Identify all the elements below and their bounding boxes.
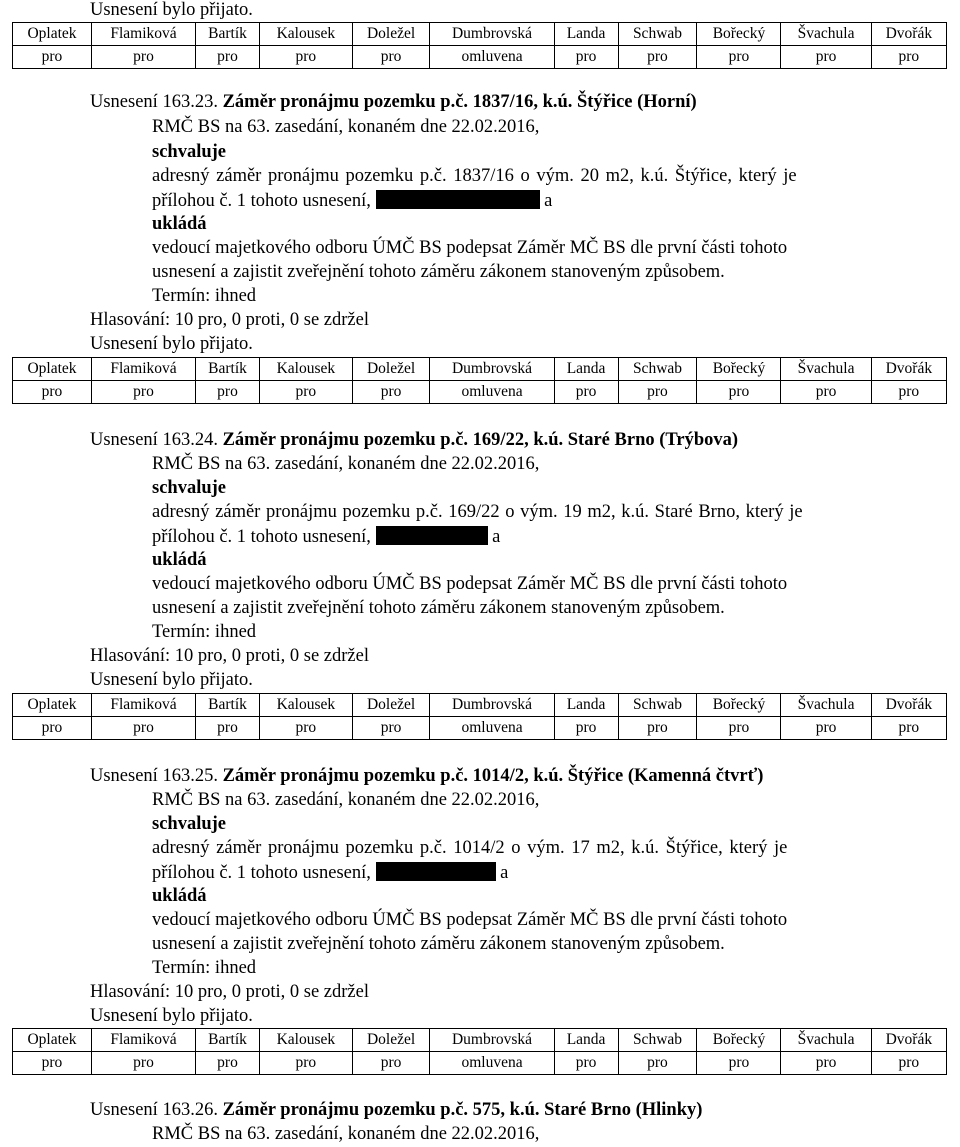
vote-cell: pro <box>13 46 92 69</box>
vote-cell: pro <box>352 46 430 69</box>
orders-label: ukládá <box>152 886 207 906</box>
vote-cell: pro <box>781 46 871 69</box>
vote-cell: pro <box>196 381 260 404</box>
member-name-cell: Bořecký <box>697 694 781 717</box>
vote-cell: pro <box>618 717 697 740</box>
approves-label: schvaluje <box>152 142 226 162</box>
vote-cell: pro <box>697 381 781 404</box>
vote-cell: pro <box>554 717 618 740</box>
vote-table <box>12 693 947 740</box>
vote-cell: pro <box>91 46 195 69</box>
approves-text-cont <box>152 526 500 547</box>
resolution-title: Záměr pronájmu pozemku p.č. 1014/2, k.ú. Štýřice (Kamenná čtvrť) <box>222 766 764 786</box>
vote-cell: pro <box>781 381 871 404</box>
member-name-cell: Landa <box>554 694 618 717</box>
member-name-cell: Doležel <box>352 358 430 381</box>
approves-text: adresný záměr pronájmu pozemku p.č. 169/22 o vým. 19 m2, k.ú. Staré Brno, který je <box>152 502 803 522</box>
member-name-cell: Dumbrovská <box>430 358 554 381</box>
member-name-cell: Kalousek <box>259 1029 352 1052</box>
vote-header-row <box>13 23 947 46</box>
member-name-cell: Flamiková <box>91 23 195 46</box>
vote-header-row <box>13 358 947 381</box>
orders-label: ukládá <box>152 214 207 234</box>
vote-table <box>12 22 947 69</box>
orders-text-cont: usnesení a zajistit zveřejnění tohoto záměru zákonem stanoveným způsobem. <box>152 934 725 954</box>
member-name-cell: Kalousek <box>259 694 352 717</box>
member-name-cell: Dumbrovská <box>430 1029 554 1052</box>
vote-cell: omluvena <box>430 717 554 740</box>
resolution-result-previous: Usnesení bylo přijato. <box>90 0 253 20</box>
vote-cell: pro <box>13 717 92 740</box>
vote-cell: pro <box>554 1052 618 1075</box>
voting-summary: Hlasování: 10 pro, 0 proti, 0 se zdržel <box>90 310 369 330</box>
member-name-cell: Bořecký <box>697 23 781 46</box>
member-name-cell: Landa <box>554 23 618 46</box>
vote-cell: pro <box>871 1052 946 1075</box>
vote-cell: pro <box>697 717 781 740</box>
resolution-number: Usnesení 163.24. <box>90 430 218 450</box>
vote-cell: pro <box>259 1052 352 1075</box>
vote-cell: pro <box>781 1052 871 1075</box>
member-name-cell: Dvořák <box>871 694 946 717</box>
member-name-cell: Landa <box>554 358 618 381</box>
approves-label: schvaluje <box>152 814 226 834</box>
vote-header-row <box>13 694 947 717</box>
redaction-block <box>376 526 488 545</box>
member-name-cell: Oplatek <box>13 1029 92 1052</box>
vote-cell: pro <box>554 381 618 404</box>
member-name-cell: Landa <box>554 1029 618 1052</box>
vote-cell: pro <box>259 381 352 404</box>
orders-text: vedoucí majetkového odboru ÚMČ BS podepsat Záměr MČ BS dle první části tohoto <box>152 910 788 930</box>
resolution-title: Záměr pronájmu pozemku p.č. 169/22, k.ú. Staré Brno (Trýbova) <box>222 430 739 450</box>
resolution-title: Záměr pronájmu pozemku p.č. 575, k.ú. Staré Brno (Hlinky) <box>222 1100 703 1120</box>
redaction-block <box>376 862 496 881</box>
member-name-cell: Švachula <box>781 1029 871 1052</box>
vote-cell: pro <box>91 1052 195 1075</box>
member-name-cell: Schwab <box>618 1029 697 1052</box>
vote-cell: pro <box>352 1052 430 1075</box>
resolution-number: Usnesení 163.26. <box>90 1100 218 1120</box>
resolution-result: Usnesení bylo přijato. <box>90 334 253 354</box>
member-name-cell: Oplatek <box>13 694 92 717</box>
member-name-cell: Dumbrovská <box>430 694 554 717</box>
approves-text: adresný záměr pronájmu pozemku p.č. 1837/16 o vým. 20 m2, k.ú. Štýřice, který je <box>152 166 797 186</box>
deadline: Termín: ihned <box>152 958 257 978</box>
vote-cell: pro <box>871 381 946 404</box>
vote-cell: pro <box>618 381 697 404</box>
resolution-result: Usnesení bylo přijato. <box>90 1006 253 1026</box>
resolution-number: Usnesení 163.23. <box>90 92 218 112</box>
orders-text: vedoucí majetkového odboru ÚMČ BS podepsat Záměr MČ BS dle první části tohoto <box>152 574 788 594</box>
vote-cell: pro <box>91 717 195 740</box>
session-info: RMČ BS na 63. zasedání, konaném dne 22.02.2016, <box>152 790 540 810</box>
vote-cell: pro <box>871 717 946 740</box>
orders-text: vedoucí majetkového odboru ÚMČ BS podepsat Záměr MČ BS dle první části tohoto <box>152 238 788 258</box>
vote-cell: pro <box>259 717 352 740</box>
vote-result-row <box>13 381 947 404</box>
vote-cell: pro <box>13 1052 92 1075</box>
member-name-cell: Flamiková <box>91 694 195 717</box>
approves-text-end: a <box>500 863 509 883</box>
approves-text: adresný záměr pronájmu pozemku p.č. 1014/2 o vým. 17 m2, k.ú. Štýřice, který je <box>152 838 788 858</box>
orders-label: ukládá <box>152 550 207 570</box>
member-name-cell: Švachula <box>781 23 871 46</box>
vote-cell: omluvena <box>430 381 554 404</box>
vote-result-row <box>13 46 947 69</box>
member-name-cell: Bartík <box>196 694 260 717</box>
member-name-cell: Bartík <box>196 1029 260 1052</box>
orders-text-cont: usnesení a zajistit zveřejnění tohoto záměru zákonem stanoveným způsobem. <box>152 262 725 282</box>
vote-cell: omluvena <box>430 1052 554 1075</box>
member-name-cell: Dumbrovská <box>430 23 554 46</box>
orders-text-cont: usnesení a zajistit zveřejnění tohoto záměru zákonem stanoveným způsobem. <box>152 598 725 618</box>
approves-text-end: a <box>544 191 553 211</box>
vote-cell: pro <box>781 717 871 740</box>
vote-cell: pro <box>91 381 195 404</box>
approves-text-part: přílohou č. 1 tohoto usnesení, <box>152 191 371 211</box>
voting-summary: Hlasování: 10 pro, 0 proti, 0 se zdržel <box>90 646 369 666</box>
resolution-title: Záměr pronájmu pozemku p.č. 1837/16, k.ú. Štýřice (Horní) <box>222 92 697 112</box>
vote-table <box>12 357 947 404</box>
member-name-cell: Doležel <box>352 694 430 717</box>
member-name-cell: Bořecký <box>697 358 781 381</box>
vote-cell: pro <box>618 1052 697 1075</box>
resolution-heading <box>90 1100 702 1120</box>
member-name-cell: Dvořák <box>871 358 946 381</box>
vote-header-row <box>13 1029 947 1052</box>
resolution-heading <box>90 92 697 112</box>
member-name-cell: Kalousek <box>259 358 352 381</box>
approves-text-cont <box>152 862 508 883</box>
approves-text-cont <box>152 190 552 211</box>
vote-cell: pro <box>196 46 260 69</box>
member-name-cell: Doležel <box>352 23 430 46</box>
approves-text-part: přílohou č. 1 tohoto usnesení, <box>152 863 371 883</box>
session-info: RMČ BS na 63. zasedání, konaném dne 22.02.2016, <box>152 454 540 474</box>
deadline: Termín: ihned <box>152 286 257 306</box>
approves-text-part: přílohou č. 1 tohoto usnesení, <box>152 527 371 547</box>
vote-result-row <box>13 1052 947 1075</box>
member-name-cell: Flamiková <box>91 1029 195 1052</box>
member-name-cell: Schwab <box>618 23 697 46</box>
member-name-cell: Bartík <box>196 358 260 381</box>
vote-cell: pro <box>196 717 260 740</box>
vote-cell: omluvena <box>430 46 554 69</box>
member-name-cell: Bartík <box>196 23 260 46</box>
resolution-result: Usnesení bylo přijato. <box>90 670 253 690</box>
vote-cell: pro <box>697 46 781 69</box>
member-name-cell: Oplatek <box>13 23 92 46</box>
vote-cell: pro <box>352 381 430 404</box>
vote-cell: pro <box>196 1052 260 1075</box>
voting-summary: Hlasování: 10 pro, 0 proti, 0 se zdržel <box>90 982 369 1002</box>
vote-cell: pro <box>259 46 352 69</box>
member-name-cell: Kalousek <box>259 23 352 46</box>
vote-table <box>12 1028 947 1075</box>
resolution-heading <box>90 766 763 786</box>
member-name-cell: Švachula <box>781 694 871 717</box>
member-name-cell: Flamiková <box>91 358 195 381</box>
vote-cell: pro <box>697 1052 781 1075</box>
session-info: RMČ BS na 63. zasedání, konaném dne 22.02.2016, <box>152 1124 540 1144</box>
vote-result-row <box>13 717 947 740</box>
deadline: Termín: ihned <box>152 622 257 642</box>
approves-text-end: a <box>492 527 501 547</box>
vote-cell: pro <box>871 46 946 69</box>
resolution-heading <box>90 430 738 450</box>
member-name-cell: Dvořák <box>871 1029 946 1052</box>
member-name-cell: Doležel <box>352 1029 430 1052</box>
vote-cell: pro <box>352 717 430 740</box>
resolution-number: Usnesení 163.25. <box>90 766 218 786</box>
member-name-cell: Bořecký <box>697 1029 781 1052</box>
member-name-cell: Schwab <box>618 358 697 381</box>
member-name-cell: Oplatek <box>13 358 92 381</box>
redaction-block <box>376 190 540 209</box>
member-name-cell: Švachula <box>781 358 871 381</box>
member-name-cell: Dvořák <box>871 23 946 46</box>
session-info: RMČ BS na 63. zasedání, konaném dne 22.02.2016, <box>152 117 540 137</box>
vote-cell: pro <box>13 381 92 404</box>
approves-label: schvaluje <box>152 478 226 498</box>
vote-cell: pro <box>554 46 618 69</box>
vote-cell: pro <box>618 46 697 69</box>
member-name-cell: Schwab <box>618 694 697 717</box>
